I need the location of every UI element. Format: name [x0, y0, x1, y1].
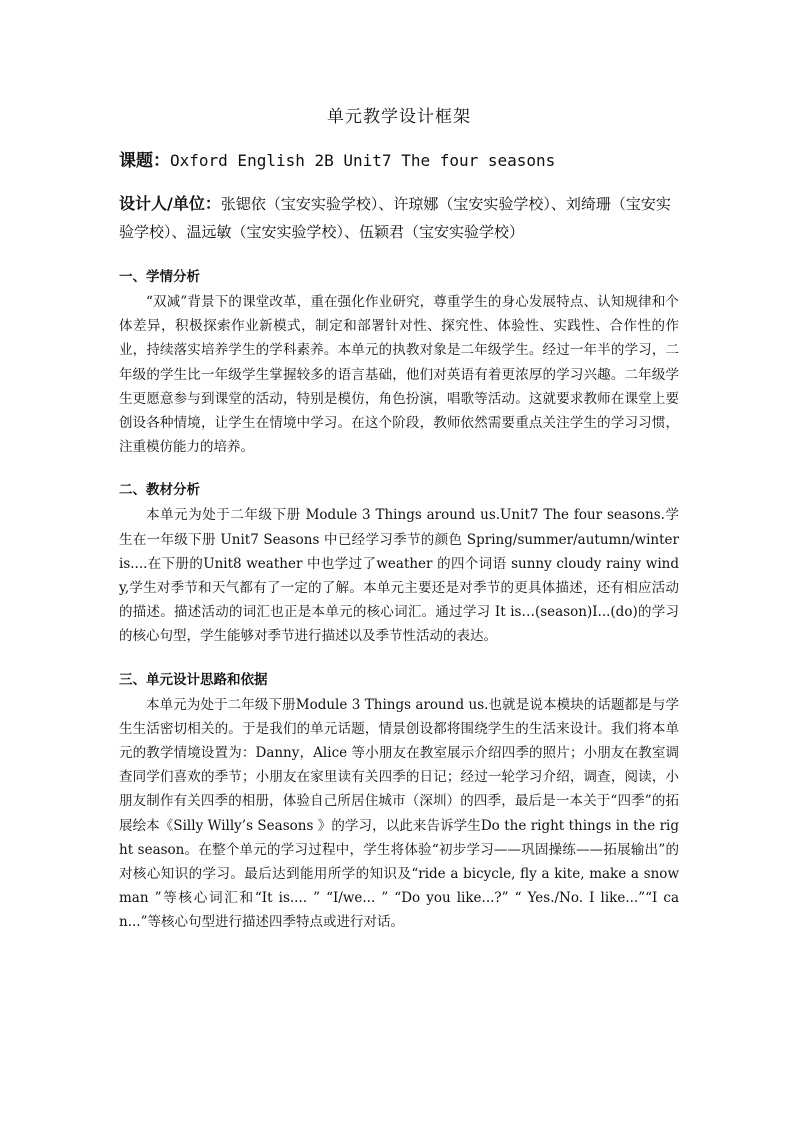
- section-design-rationale: [119, 669, 679, 935]
- section-paragraph: 本单元为处于二年级下册Module 3 Things around us.也就是说本模块的话题都是与学生生活密切相关的。于是我们的单元话题，情景创设都将围绕学生的生活来设计。我们将本单元的教学情境设置为：Danny，Alice 等小朋友在教室展示介绍四季的照片；小朋友在教室调查同学们喜欢的季节；小朋友在家里读有关四季的日记；经过一轮学习介绍，调查，阅读，小朋友制作有关四季的相册，体验自己所居住城市（深圳）的四季，最后是一本关于“四季”的拓展绘本《Silly Willy’s Seasons 》的学习，以此来告诉学生Do the right things in the right season。在整个单元的学习过程中，学生将体验“初步学习——巩固操练——拓展输出”的对核心知识的学习。最后达到能用所学的知识及“ride a bicycle, fly a kite, make a snowman ”等核心词汇和“It is.... ” “I/we... ” “Do you like...?” “ Yes./No. I like...”“I can...”等核心句型进行描述四季特点或进行对话。: [119, 696, 679, 931]
- section-textbook-analysis: [119, 479, 679, 648]
- document-page: [119, 104, 679, 955]
- topic-line: [119, 148, 679, 174]
- topic-value: Oxford English 2B Unit7 The four seasons: [170, 151, 556, 170]
- section-heading: 二、教材分析: [119, 482, 200, 499]
- topic-label: 课题：: [119, 151, 170, 171]
- section-paragraph: “双减”背景下的课堂改革，重在强化作业研究，尊重学生的身心发展特点、认知规律和个体差异，积极探索作业新模式，制定和部署针对性、探究性、体验性、实践性、合作性的作业，持续落实培养学生的学科素养。本单元的执教对象是二年级学生。经过一年半的学习，二年级的学生比一年级学生掌握较多的语言基础，他们对英语有着更浓厚的学习兴趣。二年级学生更愿意参与到课堂的活动，特别是模仿，角色扮演，唱歌等活动。这就要求教师在课堂上要创设各种情境，让学生在情境中学习。在这个阶段，教师依然需要重点关注学生的学习习惯，注重模仿能力的培养。: [119, 294, 679, 456]
- section-paragraph: 本单元为处于二年级下册 Module 3 Things around us.Unit7 The four seasons.学生在一年级下册 Unit7 Seasons 中已经学习季节的颜色 Spring/summer/autumn/winter is....在下册的Unit8 weather 中也学过了weather 的四个词语 sunny cloudy rainy windy,学生对季节和天气都有了一定的了解。本单元主要还是对季节的更具体描述，还有相应活动的描述。描述活动的词汇也正是本单元的核心词汇。通过学习 It is…(season)I...(do)的学习的核心句型，学生能够对季节进行描述以及季节性活动的表达。: [119, 507, 679, 645]
- section-heading: 三、单元设计思路和依据: [119, 671, 268, 688]
- document-title: 单元教学设计框架: [327, 107, 471, 127]
- designer-value: 张锶依（宝安实验学校）、许琼娜（宝安实验学校）、刘绮珊（宝安实验学校）、温远敏（宝安实验学校）、伍颖君（宝安实验学校）: [119, 195, 671, 241]
- section-heading: 一、学情分析: [119, 269, 200, 285]
- designer-line: [119, 190, 679, 246]
- section-learner-analysis: [119, 266, 679, 459]
- designer-label: 设计人/单位：: [119, 194, 221, 213]
